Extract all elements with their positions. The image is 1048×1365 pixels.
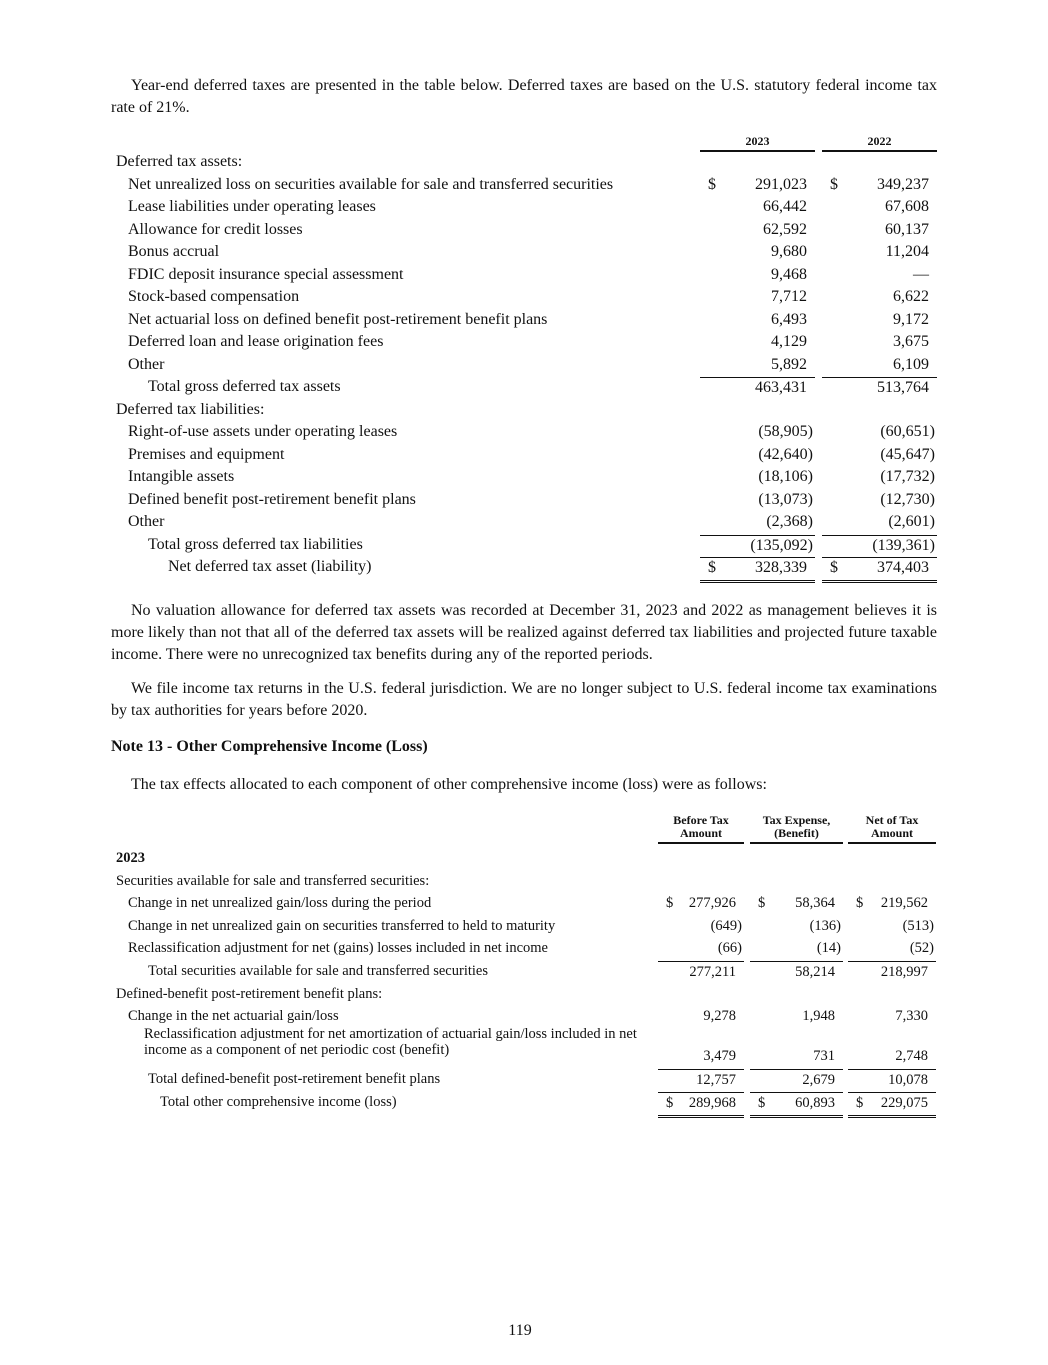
value: (13,073)	[758, 490, 813, 508]
value-cell	[658, 1006, 744, 1028]
row-label: Allowance for credit losses	[128, 220, 303, 238]
table-row	[111, 422, 937, 444]
value: 12,757	[696, 1072, 736, 1088]
value: 7,330	[895, 1008, 928, 1025]
value-cell	[750, 1006, 843, 1028]
row-label: Change in net unrealized gain/loss during the period	[128, 895, 432, 912]
value-cell	[822, 197, 937, 219]
row-label: Lease liabilities under operating leases	[128, 198, 376, 215]
value-cell	[822, 467, 937, 489]
value: 11,204	[885, 243, 929, 260]
value-cell	[700, 445, 815, 467]
value-cell	[822, 175, 937, 197]
column-header-line: Net of Tax	[865, 813, 919, 827]
column-header: 2023	[700, 135, 815, 152]
column-header: 2022	[822, 135, 937, 152]
value: (52)	[909, 940, 934, 957]
value-cell	[658, 961, 744, 984]
table-row	[111, 355, 937, 377]
row-label: Defined-benefit post-retirement benefit plans:	[116, 985, 383, 1002]
value: 10,078	[888, 1072, 928, 1088]
column-header-line: Amount	[870, 826, 913, 840]
table-row	[111, 220, 937, 242]
table-row	[111, 377, 937, 399]
table-row	[111, 938, 937, 960]
table-row	[111, 1069, 937, 1091]
table-row	[111, 1026, 937, 1069]
dollar-sign: $	[758, 1094, 766, 1111]
jurisdiction-paragraph: We file income tax returns in the U.S. federal jurisdiction. We are no longer subject to U.S. federal income tax examinations by tax authorities for years before 2020.	[111, 680, 937, 719]
table-row	[111, 490, 937, 512]
table-row	[111, 512, 937, 534]
value-cell	[700, 220, 815, 242]
dollar-sign: $	[708, 559, 716, 576]
intro-paragraph: Year-end deferred taxes are presented in the table below. Deferred taxes are based on the U.S. statutory federal income tax rate of 21%.	[111, 77, 937, 116]
row-label: Change in the net actuarial gain/loss	[128, 1008, 339, 1025]
value: 2,679	[802, 1072, 835, 1088]
value-cell	[658, 1069, 744, 1092]
table-row	[111, 984, 937, 1006]
value: 277,926	[688, 895, 736, 912]
table-row	[111, 1092, 937, 1114]
table-row	[111, 197, 937, 219]
row-label: Defined benefit post-retirement benefit plans	[128, 490, 416, 508]
value-cell	[848, 1006, 936, 1028]
table-row	[111, 445, 937, 467]
value-cell	[700, 557, 815, 583]
value-cell	[822, 512, 937, 534]
value: 67,608	[885, 198, 929, 215]
value: 1,948	[802, 1008, 835, 1025]
value: 9,172	[893, 310, 929, 328]
row-label: Total securities available for sale and transferred securities	[148, 963, 488, 979]
value-cell	[658, 1029, 744, 1069]
row-label: Premises and equipment	[128, 445, 285, 463]
value-cell	[750, 916, 843, 938]
value-cell	[822, 355, 937, 377]
value-cell	[658, 938, 744, 960]
row-label: Total gross deferred tax assets	[148, 378, 341, 395]
column-header	[848, 814, 936, 844]
value-cell	[822, 310, 937, 332]
value: (58,905)	[758, 423, 813, 440]
value-cell	[822, 535, 937, 558]
table-row	[111, 287, 937, 309]
page-number: 119	[508, 1322, 532, 1339]
table-row	[111, 893, 937, 915]
row-label: Deferred loan and lease origination fees	[128, 333, 384, 350]
value-cell	[658, 916, 744, 938]
dollar-sign: $	[830, 559, 838, 576]
row-label: Total defined-benefit post-retirement benefit plans	[148, 1071, 441, 1087]
value-cell	[750, 893, 843, 915]
row-label: Right-of-use assets under operating leases	[128, 423, 398, 440]
table-row	[111, 175, 937, 197]
row-label: FDIC deposit insurance special assessment	[128, 265, 404, 283]
value: 60,893	[795, 1094, 835, 1111]
value: (14)	[816, 940, 841, 957]
value-cell	[700, 197, 815, 219]
value-cell	[750, 961, 843, 984]
table-row	[111, 265, 937, 287]
row-label: 2023	[116, 850, 145, 866]
table-row	[111, 961, 937, 983]
table-row	[111, 557, 937, 579]
value-cell	[822, 287, 937, 309]
value: (139,361)	[872, 536, 935, 554]
value: 731	[813, 1048, 835, 1065]
value-cell	[700, 287, 815, 309]
value-cell	[822, 490, 937, 512]
table-row	[111, 467, 937, 489]
value: 277,211	[689, 964, 736, 980]
value: 3,675	[893, 333, 929, 350]
table-row	[111, 332, 937, 354]
value: 219,562	[880, 895, 928, 912]
table-row	[111, 310, 937, 332]
table-row	[111, 242, 937, 264]
value-cell	[848, 938, 936, 960]
value-cell	[822, 445, 937, 467]
row-label: Other	[128, 355, 165, 373]
dollar-sign: $	[830, 175, 838, 193]
value: 6,622	[893, 288, 929, 305]
value-cell	[700, 422, 815, 444]
value: 5,892	[771, 355, 807, 373]
value-cell	[700, 175, 815, 197]
value: 6,109	[893, 355, 929, 373]
value: 7,712	[771, 288, 807, 305]
value-cell	[750, 1029, 843, 1069]
value-cell	[700, 377, 815, 400]
table-row	[111, 152, 937, 174]
column-header-line: (Benefit)	[774, 826, 819, 840]
table-row	[111, 1006, 937, 1028]
value-cell	[700, 332, 815, 354]
value: 349,237	[877, 175, 929, 193]
value-cell	[658, 893, 744, 915]
value: 9,468	[771, 265, 807, 283]
table-row	[111, 848, 937, 870]
value-cell	[822, 332, 937, 354]
table-row	[111, 916, 937, 938]
value: (649)	[710, 917, 742, 934]
value: 291,023	[755, 175, 807, 193]
value: (17,732)	[880, 468, 935, 485]
value-cell	[848, 1092, 936, 1118]
value: (42,640)	[758, 445, 813, 463]
note-13-intro: The tax effects allocated to each component of other comprehensive income (loss) were as follows:	[131, 776, 767, 793]
column-header	[658, 814, 744, 844]
value: (18,106)	[758, 468, 813, 485]
value: —	[913, 265, 929, 283]
value: (2,601)	[888, 513, 935, 530]
value: 328,339	[755, 559, 807, 576]
value: 218,997	[880, 964, 928, 980]
value-cell	[822, 557, 937, 583]
value-cell	[822, 265, 937, 287]
value: (12,730)	[880, 490, 935, 508]
value: (2,368)	[766, 513, 813, 530]
column-header-line: Amount	[679, 826, 722, 840]
dollar-sign: $	[666, 1094, 674, 1111]
value-cell	[750, 1092, 843, 1118]
valuation-paragraph: No valuation allowance for deferred tax assets was recorded at December 31, 2023 and 2022 as management believes it is more likely than not that all of the deferred tax assets will be realized against deferred tax liabilities and projected future taxable income. There were no unrecognized tax benefits during any of the reported periods.	[111, 602, 937, 663]
value-cell	[700, 355, 815, 377]
column-header-line: Tax Expense,	[762, 813, 831, 827]
row-label: Reclassification adjustment for net (gains) losses included in net income	[128, 940, 548, 957]
value-cell	[822, 377, 937, 400]
value: (45,647)	[880, 445, 935, 463]
value: (136)	[809, 917, 841, 934]
dollar-sign: $	[758, 895, 766, 912]
value: (66)	[717, 940, 742, 957]
value: 374,403	[877, 559, 929, 576]
table-row	[111, 400, 937, 422]
dollar-sign: $	[708, 175, 716, 193]
value: 9,278	[703, 1008, 736, 1025]
value: 6,493	[771, 310, 807, 328]
row-label: Change in net unrealized gain on securities transferred to held to maturity	[128, 917, 556, 934]
value-cell	[700, 242, 815, 264]
row-label: Reclassification adjustment for net amortization of actuarial gain/loss included in net income as a component of net periodic cost (benefit)	[144, 1026, 637, 1059]
row-label: Net unrealized loss on securities available for sale and transferred securities	[128, 175, 614, 193]
row-label: Bonus accrual	[128, 243, 220, 260]
row-label: Total gross deferred tax liabilities	[148, 535, 363, 553]
value-cell	[700, 490, 815, 512]
value: 62,592	[763, 220, 807, 238]
value-cell	[848, 961, 936, 984]
value-cell	[750, 1069, 843, 1092]
row-label: Deferred tax liabilities:	[116, 400, 265, 418]
note-13-heading: Note 13 - Other Comprehensive Income (Loss)	[111, 738, 428, 755]
value: 463,431	[755, 379, 807, 396]
row-label: Securities available for sale and transferred securities:	[116, 872, 430, 889]
value-cell	[848, 893, 936, 915]
value: 58,364	[795, 895, 835, 912]
value-cell	[848, 1029, 936, 1069]
value-cell	[700, 310, 815, 332]
column-header	[750, 814, 843, 844]
table-row	[111, 871, 937, 893]
row-label: Intangible assets	[128, 468, 235, 485]
table-row	[111, 535, 937, 557]
value: 4,129	[771, 333, 807, 350]
row-label: Total other comprehensive income (loss)	[160, 1093, 397, 1110]
value-cell	[848, 1069, 936, 1092]
value: 289,968	[688, 1094, 736, 1111]
dollar-sign: $	[856, 1094, 864, 1111]
value: 513,764	[877, 379, 929, 396]
row-label: Deferred tax assets:	[116, 153, 243, 170]
value: 229,075	[880, 1094, 928, 1111]
value: 66,442	[763, 198, 807, 215]
value: 2,748	[895, 1048, 928, 1065]
value-cell	[700, 265, 815, 287]
value-cell	[848, 916, 936, 938]
row-label: Other	[128, 513, 165, 530]
dollar-sign: $	[856, 895, 864, 912]
column-header-line: Before Tax	[673, 813, 729, 827]
row-label: Stock-based compensation	[128, 288, 300, 305]
value: 60,137	[885, 220, 929, 238]
value: (513)	[902, 917, 934, 934]
dollar-sign: $	[666, 895, 674, 912]
value-cell	[700, 467, 815, 489]
row-label: Net actuarial loss on defined benefit post-retirement benefit plans	[128, 310, 548, 328]
value: (135,092)	[750, 536, 813, 554]
value-cell	[822, 422, 937, 444]
value-cell	[750, 938, 843, 960]
value: 9,680	[771, 243, 807, 260]
value: 58,214	[795, 964, 835, 980]
value-cell	[822, 220, 937, 242]
value: (60,651)	[880, 423, 935, 440]
value: 3,479	[703, 1048, 736, 1065]
value-cell	[658, 1092, 744, 1118]
value-cell	[822, 242, 937, 264]
value-cell	[700, 512, 815, 534]
value-cell	[700, 535, 815, 558]
row-label: Net deferred tax asset (liability)	[168, 558, 372, 575]
